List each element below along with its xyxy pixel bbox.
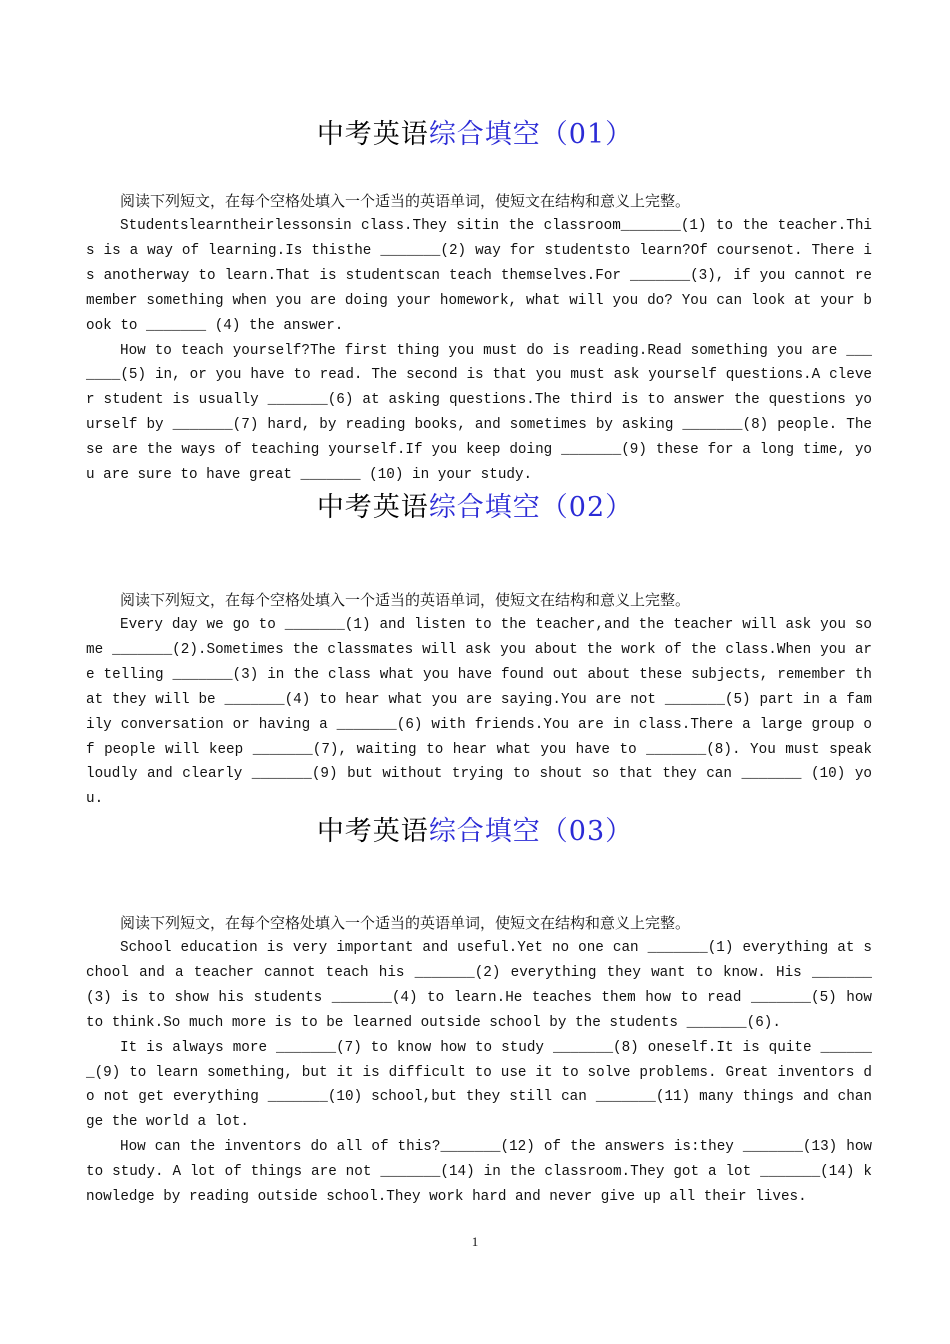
instruction-text: 阅读下列短文，在每个空格处填入一个适当的英语单词，使短文在结构和意义上完整。 xyxy=(120,591,691,609)
title-prefix: 中考英语 xyxy=(316,119,429,150)
title-accent: 综合填空（01） xyxy=(428,119,634,150)
section-title-01 xyxy=(0,112,950,151)
passage-paragraph: School education is very important and useful.Yet no one can _______(1) everything at school and a teacher cannot teach his _______(2) everything they want to know. His _______(3) is to show his students _______(4) to learn.He teaches them how to read _______(5) how to think.So much more is to be learned outside school by the students _______(6). xyxy=(86,940,872,1031)
instruction-text: 阅读下列短文，在每个空格处填入一个适当的英语单词，使短文在结构和意义上完整。 xyxy=(120,192,691,210)
title-prefix: 中考英语 xyxy=(316,492,429,523)
page-number: 1 xyxy=(471,1234,479,1249)
title-accent: 综合填空（02） xyxy=(428,492,634,523)
section-body-01 xyxy=(86,189,872,488)
section-title-02 xyxy=(0,485,950,524)
instruction-text: 阅读下列短文，在每个空格处填入一个适当的英语单词，使短文在结构和意义上完整。 xyxy=(120,914,691,932)
passage-paragraph: Every day we go to _______(1) and listen to the teacher,and the teacher will ask you some _______(2).Sometimes the classmates will ask you about the work of the class.When you are telling _______(3) in the class what you have found out about these subjects, remember that they will be _______(4) to hear what you are saying.You are not _______(5) part in a family conversation or having a _______(6) with friends.You are in class.There a large group of people will keep _______(7), waiting to hear what you have to _______(8). You must speak loudly and clearly _______(9) but without trying to shout so that they can _______ (10) you. xyxy=(86,617,872,808)
section-body-02 xyxy=(86,588,872,812)
title-accent: 综合填空（03） xyxy=(428,816,634,847)
section-body-03 xyxy=(86,911,872,1210)
passage-paragraph: Studentslearntheirlessonsin class.They sitin the classroom_______(1) to the teacher.This is a way of learning.Is thisthe _______(2) way for studentsto learn?Of coursenot. There is anotherway to learn.That is studentscan teach themselves.For _______(3), if you cannot remember something when you are doing your homework, what will you do? You can look at your book to _______ (4) the answer. xyxy=(86,218,872,334)
section-title-03 xyxy=(0,809,950,848)
passage-paragraph: It is always more _______(7) to know how to study _______(8) oneself.It is quite _______(9) to learn something, but it is difficult to use it to solve problems. Great inventors do not get everything _______(10) school,but they still can _______(11) many things and change the world a lot. xyxy=(86,1039,872,1131)
title-prefix: 中考英语 xyxy=(316,816,429,847)
passage-paragraph: How can the inventors do all of this?_______(12) of the answers is:they _______(13) how to study. A lot of things are not _______(14) in the classroom.They got a lot _______(14) knowledge by reading outside school.They work hard and never give up all their lives. xyxy=(86,1139,872,1206)
passage-paragraph: How to teach yourself?The first thing you must do is reading.Read something you are _______(5) in, or you have to read. The second is that you must ask yourself questions.A clever student is usually _______(6) at asking questions.The third is to answer the questions yourself by _______(7) hard, by reading books, and sometimes by asking _______(8) people. These are the ways of teaching yourself.If you keep doing _______(9) these for a long time, you are sure to have great _______ (10) in your study. xyxy=(86,342,872,484)
